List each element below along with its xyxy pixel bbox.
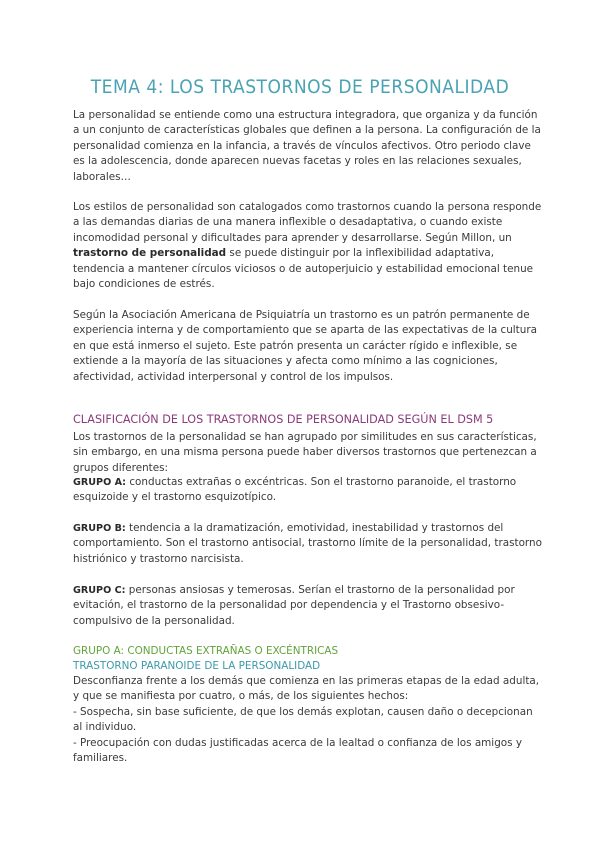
apa-paragraph: Según la Asociación Americana de Psiquiatría un trastorno es un patrón permanente de experiencia interna y de comportamiento que se aparta de las expectativas de la cultura en que está inmerso el sujeto. Este patrón presenta un carácter rígido e inflexible, se extiende a la mayoría de las situaciones y afecta como mínimo a las cogniciones, afectividad, actividad interpersonal y control de los impulsos. [73, 309, 537, 383]
group-a-section-heading: GRUPO A: CONDUCTAS EXTRAÑAS O EXCÉNTRICAS [73, 645, 339, 657]
group-a-text: conductas extrañas o excéntricas. Son el trastorno paranoide, el trastorno esquizoide y el trastorno esquizotípico. [73, 476, 517, 504]
group-b-label: GRUPO B: [73, 523, 126, 534]
styles-bold-term: trastorno de personalidad [73, 247, 227, 260]
classification-heading: CLASIFICACIÓN DE LOS TRASTORNOS DE PERSONALIDAD SEGÚN EL DSM 5 [73, 413, 494, 426]
intro-paragraph: La personalidad se entiende como una estructura integradora, que organiza y da función a un conjunto de características globales que definen a la persona. La configuración de la personalidad comienza en la infancia, a través de vínculos afectivos. Otro periodo clave es la adolescencia, donde aparecen nuevas facetas y roles en las relaciones sexuales, laborales… [73, 109, 541, 183]
classification-text: Los trastornos de la personalidad se han agrupado por similitudes en sus características, sin embargo, en una misma persona puede haber diversos trastornos que pertenezcan a grupos diferentes: [73, 431, 537, 474]
group-b-paragraph [73, 521, 543, 567]
group-c-paragraph [73, 583, 543, 629]
paranoid-subheading: TRASTORNO PARANOIDE DE LA PERSONALIDAD [73, 660, 321, 672]
paranoid-bullet-2: - Preocupación con dudas justificadas acerca de la lealtad o confianza de los amigos y familiares. [73, 737, 523, 765]
group-a-paragraph [73, 475, 543, 506]
group-c-label: GRUPO C: [73, 585, 126, 596]
group-c-text: personas ansiosas y temerosas. Serían el trastorno de la personalidad por evitación, el trastorno de la personalidad por dependencia y el Trastorno obsesivo-compulsivo de la personalidad. [73, 584, 515, 627]
styles-text-2: se puede distinguir por la inflexibilidad adaptativa, tendencia a mantener círculos viciosos o de autoperjuicio y estabilidad emocional tenue bajo condiciones de estrés. [73, 247, 534, 291]
paranoid-text: Desconfianza frente a los demás que comienza en las primeras etapas de la edad adulta, y que se manifiesta por cuatro, o más, de los siguientes hechos: [73, 675, 540, 703]
group-b-text: tendencia a la dramatización, emotividad, inestabilidad y trastornos del comportamiento. Son el trastorno antisocial, trastorno límite de la personalidad, trastorno histriónico y trastorno narcisista. [73, 522, 542, 565]
page-title: TEMA 4: LOS TRASTORNOS DE PERSONALIDAD [90, 76, 510, 98]
styles-text-1: Los estilos de personalidad son catalogados como trastornos cuando la persona responde a las demandas diarias de una manera inflexible o desadaptativa, o cuando existe incomodidad personal y dificultades para aprender y desarrollarse. Según Millon, un [73, 201, 542, 244]
styles-paragraph [73, 200, 543, 292]
paranoid-bullet-1: - Sospecha, sin base suficiente, de que los demás explotan, causen daño o decepcionan al individuo. [73, 706, 533, 734]
group-a-label: GRUPO A: [73, 477, 127, 488]
